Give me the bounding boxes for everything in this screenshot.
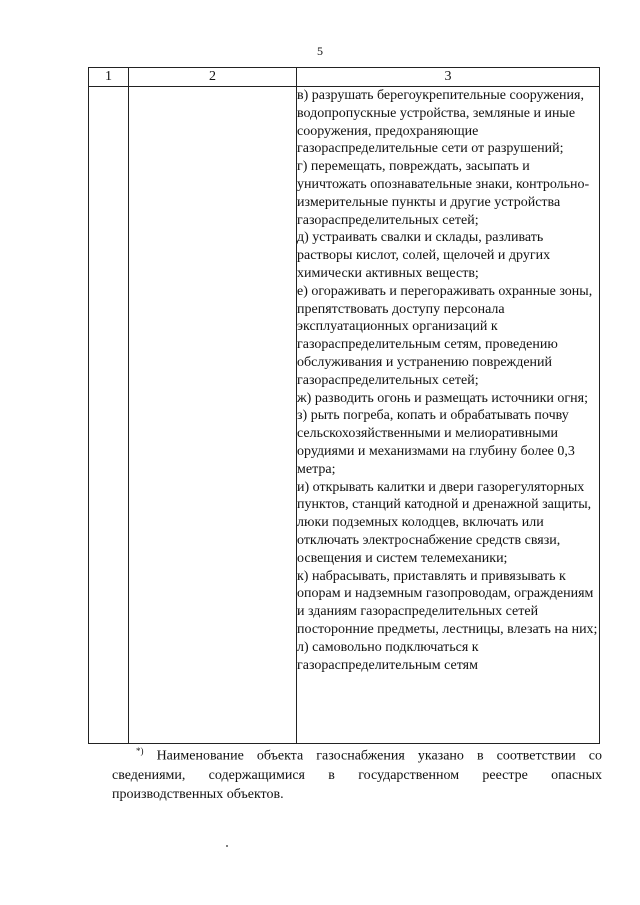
list-item: л) самовольно подключаться к газораспределительным сетям <box>297 639 479 673</box>
table-cell-col2 <box>129 87 297 744</box>
list-item: в) разрушать берегоукрепительные сооружения, водопропускные устройства, земляные и иные сооружения, предохраняющие газораспределительные сети от разрушений; <box>297 88 584 157</box>
column-header-2: 2 <box>129 68 297 87</box>
list-item: д) устраивать свалки и склады, разливать растворы кислот, солей, щелочей и других химически активных веществ; <box>297 230 551 281</box>
footnote-text-1: Наименование объекта газоснабжения указано в соответствии со <box>156 748 602 764</box>
list-item: е) огораживать и перегораживать охранные зоны, препятствовать доступу персонала эксплуатационных организаций к газораспределительным сетям, проведению обслуживания и устранению повреждений газораспределительных сетей; <box>297 283 593 388</box>
list-item: и) открывать калитки и двери газорегуляторных пунктов, станций катодной и дренажной защиты, люки подземных колодцев, включать или отключать электроснабжение средств связи, освещения и систем телемеханики; <box>297 479 592 566</box>
stray-mark <box>226 845 228 847</box>
column-header-3: 3 <box>297 68 600 87</box>
list-item: г) перемещать, повреждать, засыпать и уничтожать опознавательные знаки, контрольно-измерительные пункты и другие устройства газораспределительных сетей; <box>297 159 590 228</box>
footnote-line-2: сведениями, содержащимися в государственном реестре опасных <box>112 767 602 783</box>
page-number: 5 <box>317 44 323 58</box>
table-cell-col1 <box>89 87 129 744</box>
footnote <box>112 742 602 804</box>
table-cell-col3 <box>297 87 600 744</box>
list-item: з) рыть погреба, копать и обрабатывать почву сельскохозяйственными и мелиоративными орудиями и механизмами на глубину более 0,3 метра; <box>297 408 575 477</box>
column-header-1: 1 <box>89 68 129 87</box>
list-item: к) набрасывать, приставлять и привязывать к опорам и надземным газопроводам, ограждениям и зданиям газораспределительных сетей посторонние предметы, лестницы, влезать на них; <box>297 568 598 637</box>
footnote-line-3: производственных объектов. <box>112 786 284 802</box>
table-row <box>89 87 600 744</box>
footnote-line-1 <box>112 742 602 766</box>
table-header-row <box>89 68 600 87</box>
footnote-marker: *) <box>136 746 144 756</box>
list-item: ж) разводить огонь и размещать источники огня; <box>297 390 588 406</box>
requirements-table <box>88 67 600 744</box>
